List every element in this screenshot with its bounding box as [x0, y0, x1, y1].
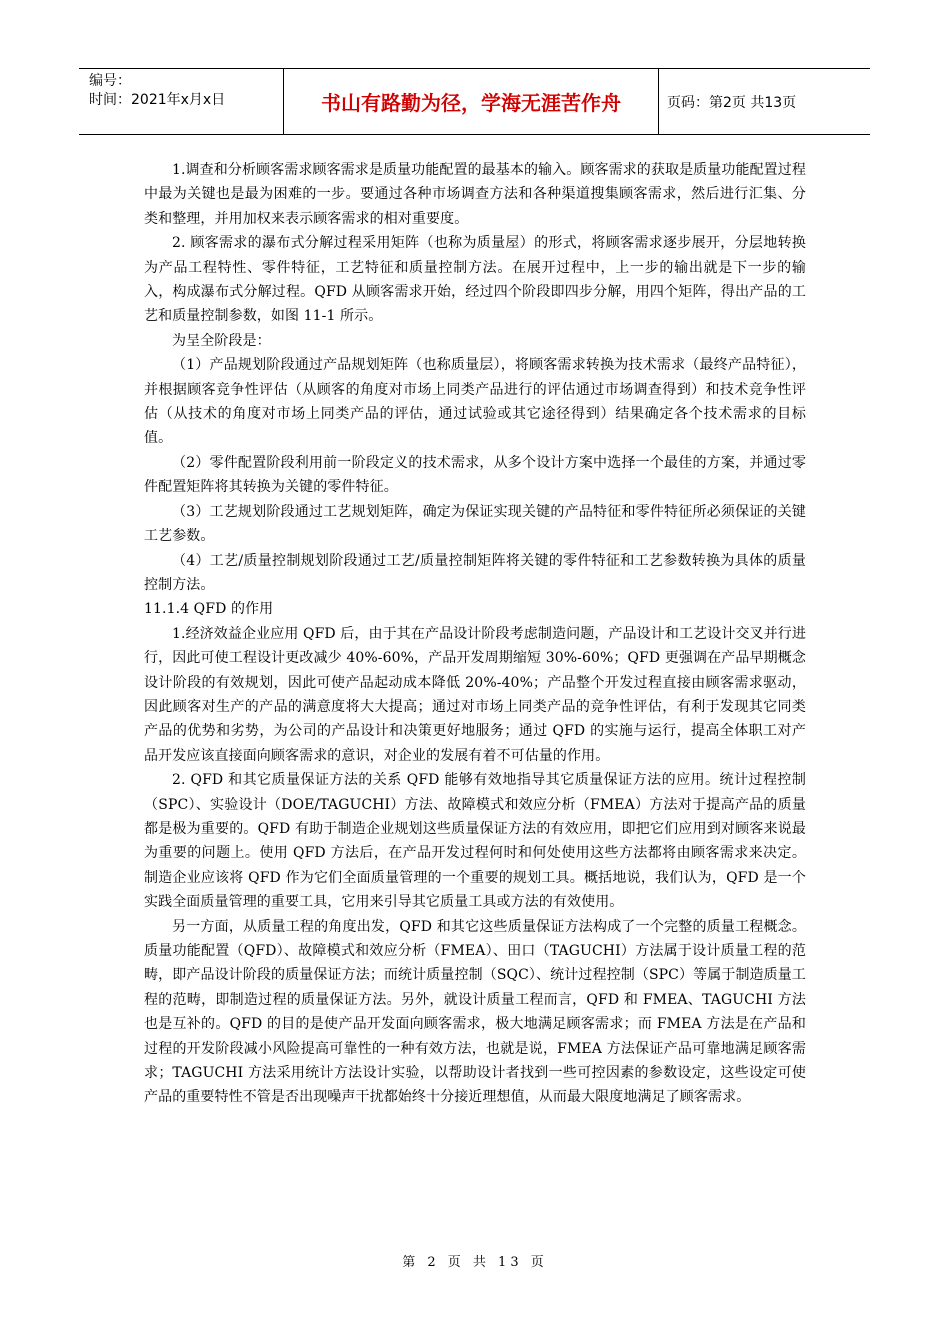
paragraph: 2. 顾客需求的瀑布式分解过程采用矩阵（也称为质量屋）的形式，将顾客需求逐步展开，分层地转换为产品工程特性、零件特征，工艺特征和质量控制方法。在展开过程中，上一步的输出就是下一步的输入，构成瀑布式分解过程。QFD 从顾客需求开始，经过四个阶段即四步分解，用四个矩阵，得出产品的工艺和质量控制参数，如图 11-1 所示。	[144, 235, 806, 325]
section-heading: 11.1.4 QFD 的作用	[144, 601, 274, 618]
paragraph: 1.经济效益企业应用 QFD 后，由于其在产品设计阶段考虑制造问题，产品设计和工艺设计交叉并行进行，因此可使工程设计更改减少 40%-60%，产品开发周期缩短 30%-60%；QFD 更强调在产品早期概念设计阶段的有效规划，因此可使产品起动成本降低 20%-40%；产品整个开发过程直接由顾客需求驱动，因此顾客对生产的产品的满意度将大大提高；通过对市场上同类产品的竞争性评估，有利于发现其它同类产品的优势和劣势，为公司的产品设计和决策更好地服务；通过 QFD 的实施与运行，提高全体职工对产品开发应该直接面向顾客需求的意识，对企业的发展有着不可估量的作用。	[144, 625, 806, 764]
paragraph: （2）零件配置阶段利用前一阶段定义的技术需求，从多个设计方案中选择一个最佳的方案，并通过零件配置矩阵将其转换为关键的零件特征。	[144, 454, 806, 496]
paragraph: （3）工艺规划阶段通过工艺规划矩阵，确定为保证实现关键的产品特征和零件特征所必须保证的关键工艺参数。	[144, 503, 806, 545]
page-footer: 第 2 页 共 13 页	[402, 1255, 548, 1270]
document-body	[144, 158, 806, 1110]
document-number-label: 编号：	[89, 73, 131, 89]
header-motto: 书山有路勤为径，学海无涯苦作舟	[284, 69, 659, 134]
paragraph: （4）工艺/质量控制规划阶段通过工艺/质量控制矩阵将关键的零件特征和工艺参数转换为具体的质量控制方法。	[144, 552, 806, 593]
header-page-info: 页码：第2页 共13页	[667, 94, 797, 111]
paragraph: 另一方面，从质量工程的角度出发，QFD 和其它这些质量保证方法构成了一个完整的质量工程概念。质量功能配置（QFD）、故障模式和效应分析（FMEA）、田口（TAGUCHI）方法属于设计质量工程的范畴，即产品设计阶段的质量保证方法；而统计质量控制（SQC）、统计过程控制（SPC）等属于制造质量工程的范畴，即制造过程的质量保证方法。另外，就设计质量工程而言，QFD 和 FMEA、TAGUCHI 方法也是互补的。QFD 的目的是使产品开发面向顾客需求，极大地满足顾客需求；而 FMEA 方法是在产品和过程的开发阶段减小风险提高可靠性的一种有效方法，也就是说，FMEA 方法保证产品可靠地满足顾客需求；TAGUCHI 方法采用统计方法设计实验，以帮助设计者找到一些可控因素的参数设定，这些设定可使产品的重要特性不管是否出现噪声干扰都始终十分接近理想值，从而最大限度地满足了顾客需求。	[144, 918, 806, 1106]
paragraph: 为呈全阶段是：	[172, 332, 271, 349]
header-meta	[79, 69, 284, 134]
document-date-label: 时间：2021年x月x日	[89, 92, 226, 108]
paragraph: 1.调查和分析顾客需求顾客需求是质量功能配置的最基本的输入。顾客需求的获取是质量功能配置过程中最为关键也是最为困难的一步。要通过各种市场调查方法和各种渠道搜集顾客需求，然后进行汇集、分类和整理，并用加权来表示顾客需求的相对重要度。	[144, 162, 806, 227]
page-header	[79, 68, 870, 135]
paragraph: 2. QFD 和其它质量保证方法的关系 QFD 能够有效地指导其它质量保证方法的应用。统计过程控制（SPC）、实验设计（DOE/TAGUCHI）方法、故障模式和效应分析（FMEA）方法对于提高产品的质量都是极为重要的。QFD 有助于制造企业规划这些质量保证方法的有效应用，即把它们应用到对顾客来说最为重要的问题上。使用 QFD 方法后，在产品开发过程何时和何处使用这些方法都将由顾客需求来决定。制造企业应该将 QFD 作为它们全面质量管理的一个重要的规划工具。概括地说，我们认为，QFD 是一个实践全面质量管理的重要工具，它用来引导其它质量工具或方法的有效使用。	[144, 772, 806, 911]
paragraph: （1）产品规划阶段通过产品规划矩阵（也称质量层），将顾客需求转换为技术需求（最终产品特征），并根据顾客竞争性评估（从顾客的角度对市场上同类产品进行的评估通过市场调查得到）和技术竞争性评估（从技术的角度对市场上同类产品的评估，通过试验或其它途径得到）结果确定各个技术需求的目标值。	[144, 357, 806, 447]
